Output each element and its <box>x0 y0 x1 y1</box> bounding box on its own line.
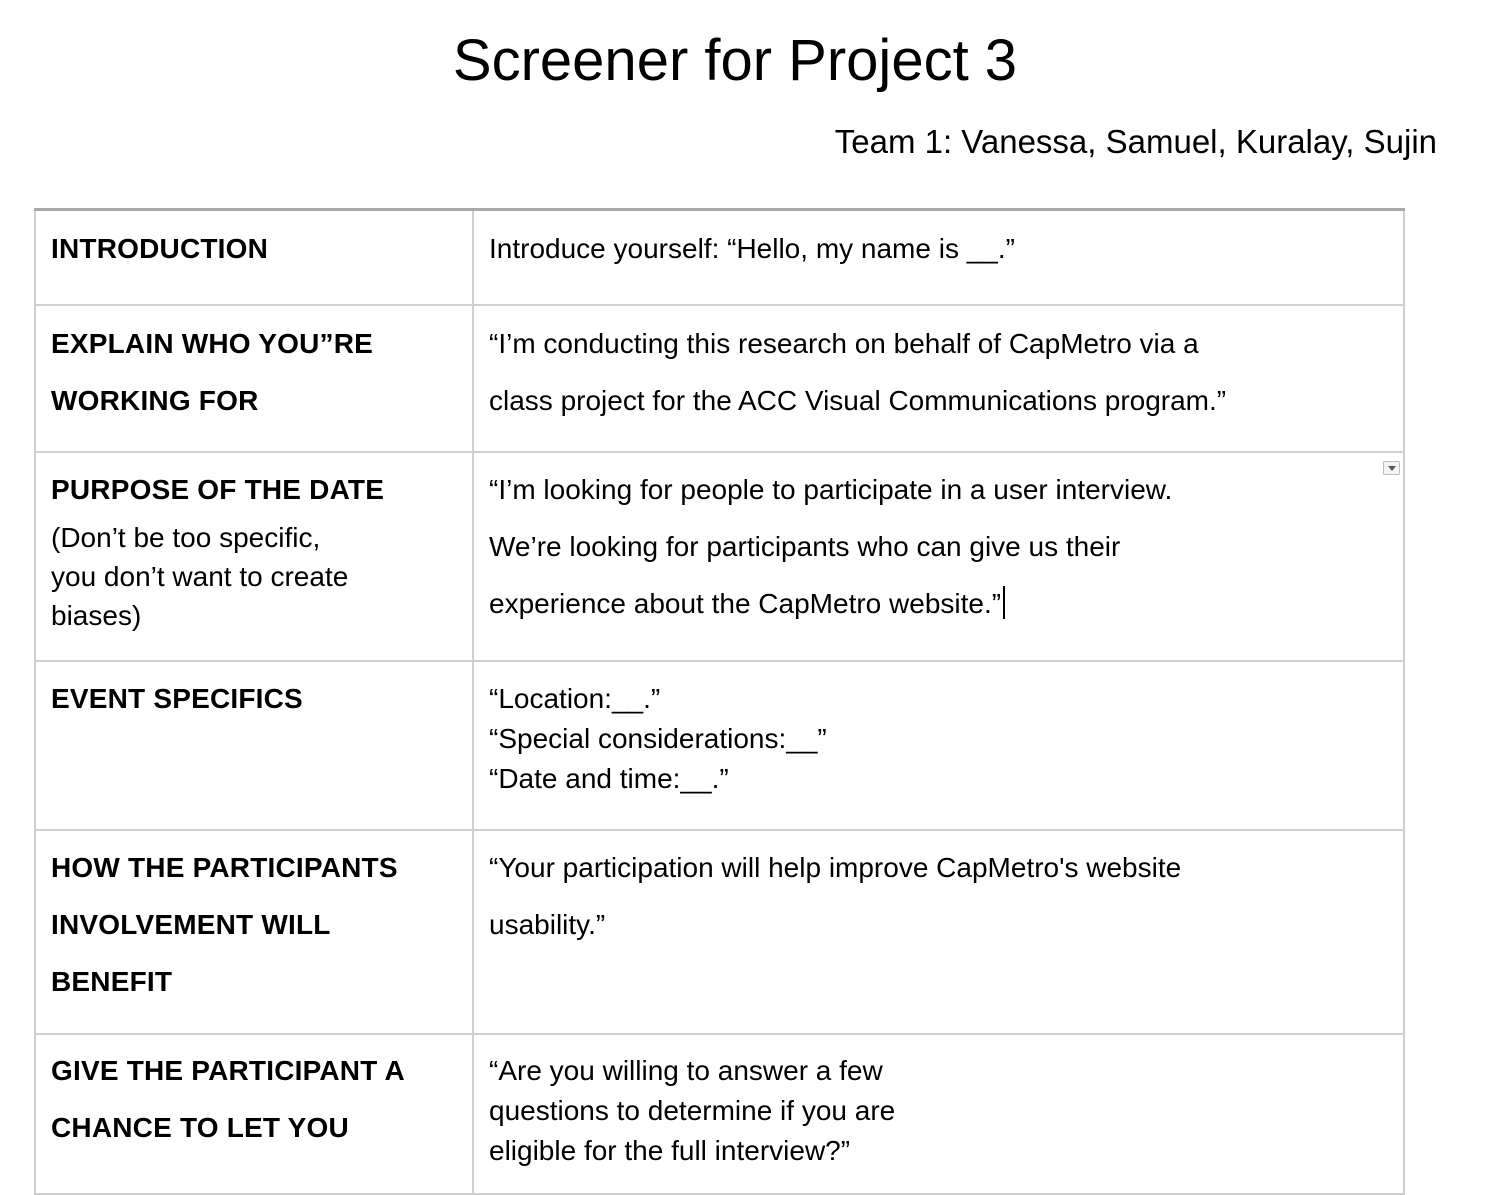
row-label-line: INVOLVEMENT WILL <box>51 908 331 940</box>
row-content-line: “I’m conducting this research on behalf of CapMetro via a <box>489 327 1199 359</box>
row-label-cell[interactable] <box>35 830 473 1034</box>
row-label: EVENT SPECIFICS <box>51 682 303 714</box>
team-members-line: Team 1: Vanessa, Samuel, Kuralay, Sujin <box>834 123 1437 160</box>
row-content-cell[interactable] <box>473 1034 1404 1194</box>
row-label-note-line: biases) <box>51 599 142 631</box>
row-content-line: “Date and time:__.” <box>489 762 729 794</box>
row-content-cell-active[interactable] <box>473 452 1404 661</box>
text-cursor <box>1003 586 1005 619</box>
table-row <box>35 661 1404 830</box>
table-row <box>35 1034 1404 1194</box>
table-row <box>35 305 1404 452</box>
row-label-line: EXPLAIN WHO YOU”RE <box>51 327 374 359</box>
cell-options-dropdown-icon[interactable] <box>1383 461 1400 475</box>
row-label-cell[interactable] <box>35 1034 473 1194</box>
row-label: INTRODUCTION <box>51 233 269 264</box>
table-row <box>35 452 1404 661</box>
row-content-cell[interactable] <box>473 661 1404 830</box>
row-content-line: “Are you willing to answer a few <box>489 1054 883 1086</box>
row-content-line: eligible for the full interview?” <box>489 1134 851 1166</box>
row-content-line: class project for the ACC Visual Communications program.” <box>489 384 1227 416</box>
row-label: PURPOSE OF THE DATE <box>51 473 385 505</box>
table-row <box>35 210 1404 305</box>
screener-table <box>34 208 1405 1195</box>
row-label-line: BENEFIT <box>51 965 173 997</box>
row-label-line: WORKING FOR <box>51 384 259 416</box>
row-label-cell[interactable] <box>35 210 473 305</box>
row-content-text: experience about the CapMetro website.” <box>489 587 1002 619</box>
row-content-line: “Location:__.” <box>489 682 661 714</box>
row-label-note-line: (Don’t be too specific, <box>51 521 321 553</box>
row-label-cell[interactable] <box>35 661 473 830</box>
row-content-line: “Special considerations:__” <box>489 722 827 754</box>
row-content-cell[interactable] <box>473 830 1404 1034</box>
row-content-line: “Your participation will help improve CapMetro's website <box>489 851 1182 883</box>
document-title: Screener for Project 3 <box>452 28 1018 93</box>
row-label-line: HOW THE PARTICIPANTS <box>51 851 398 883</box>
row-content-cell[interactable] <box>473 210 1404 305</box>
row-label-note-line: you don’t want to create <box>51 560 349 592</box>
row-content-cell[interactable] <box>473 305 1404 452</box>
row-content-line: usability.” <box>489 908 606 940</box>
row-label-cell[interactable] <box>35 452 473 661</box>
row-content-line: We’re looking for participants who can give us their <box>489 530 1121 562</box>
row-content-line: “I’m looking for people to participate in a user interview. <box>489 473 1173 505</box>
row-label-cell[interactable] <box>35 305 473 452</box>
row-content-line: Introduce yourself: “Hello, my name is __.” <box>489 233 1015 264</box>
row-content-line-with-cursor <box>489 575 1388 632</box>
row-label-line: GIVE THE PARTICIPANT A <box>51 1054 405 1086</box>
row-label-line: CHANCE TO LET YOU <box>51 1111 349 1143</box>
table-row <box>35 830 1404 1034</box>
row-content-line: questions to determine if you are <box>489 1094 896 1126</box>
